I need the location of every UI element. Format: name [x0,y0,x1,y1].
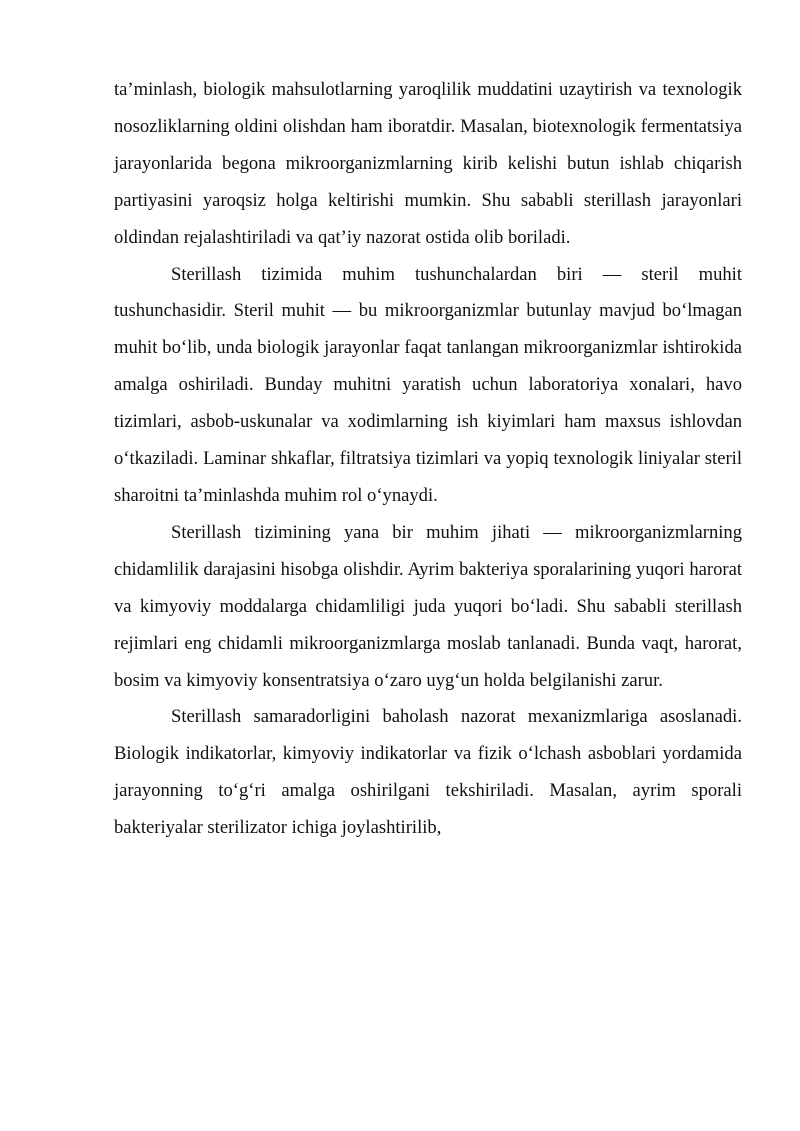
document-page [114,72,742,847]
paragraph-chidamlilik: Sterillash tizimining yana bir muhim jihati — mikroorganizmlarning chidamlilik darajasini hisobga olishdir. Ayrim bakteriya sporalarining yuqori harorat va kimyoviy moddalarga chidamliligi juda yuqori boʻladi. Shu sababli sterillash rejimlari eng chidamli mikroorganizmlarga moslab tanlanadi. Bunda vaqt, harorat, bosim va kimyoviy konsentratsiya oʻzaro uygʻun holda belgilanishi zarur. [114,521,742,691]
paragraph-samaradorlik: Sterillash samaradorligini baholash nazorat mexanizmlariga asoslanadi. Biologik indikatorlar, kimyoviy indikatorlar va fizik oʻlchash asboblari yordamida jarayonning toʻgʻri amalga oshirilgani tekshiriladi. Masalan, ayrim sporali bakteriyalar sterilizator ichiga joylashtirilib, [114,706,742,839]
paragraph-continuation: ta’minlash, biologik mahsulotlarning yaroqlilik muddatini uzaytirish va texnologik nosozliklarning oldini olishdan ham iboratdir. Masalan, biotexnologik fermentatsiya jarayonlarida begona mikroorganizmlarning kirib kelishi butun ishlab chiqarish partiyasini yaroqsiz holga keltirishi mumkin. Shu sababli sterillash jarayonlari oldindan rejalashtiriladi va qat’iy nazorat ostida olib boriladi. [114,79,742,248]
paragraph-steril-muhit: Sterillash tizimida muhim tushunchalardan biri — steril muhit tushunchasidir. Steril muhit — bu mikroorganizmlar butunlay mavjud boʻlmagan muhit boʻlib, unda biologik jarayonlar faqat tanlangan mikroorganizmlar ishtirokida amalga oshiriladi. Bunday muhitni yaratish uchun laboratoriya xonalari, havo tizimlari, asbob-uskunalar va xodimlarning ish kiyimlari ham maxsus ishlovdan oʻtkaziladi. Laminar shkaflar, filtratsiya tizimlari va yopiq texnologik liniyalar steril sharoitni ta’minlashda muhim rol oʻynaydi. [114,263,742,506]
